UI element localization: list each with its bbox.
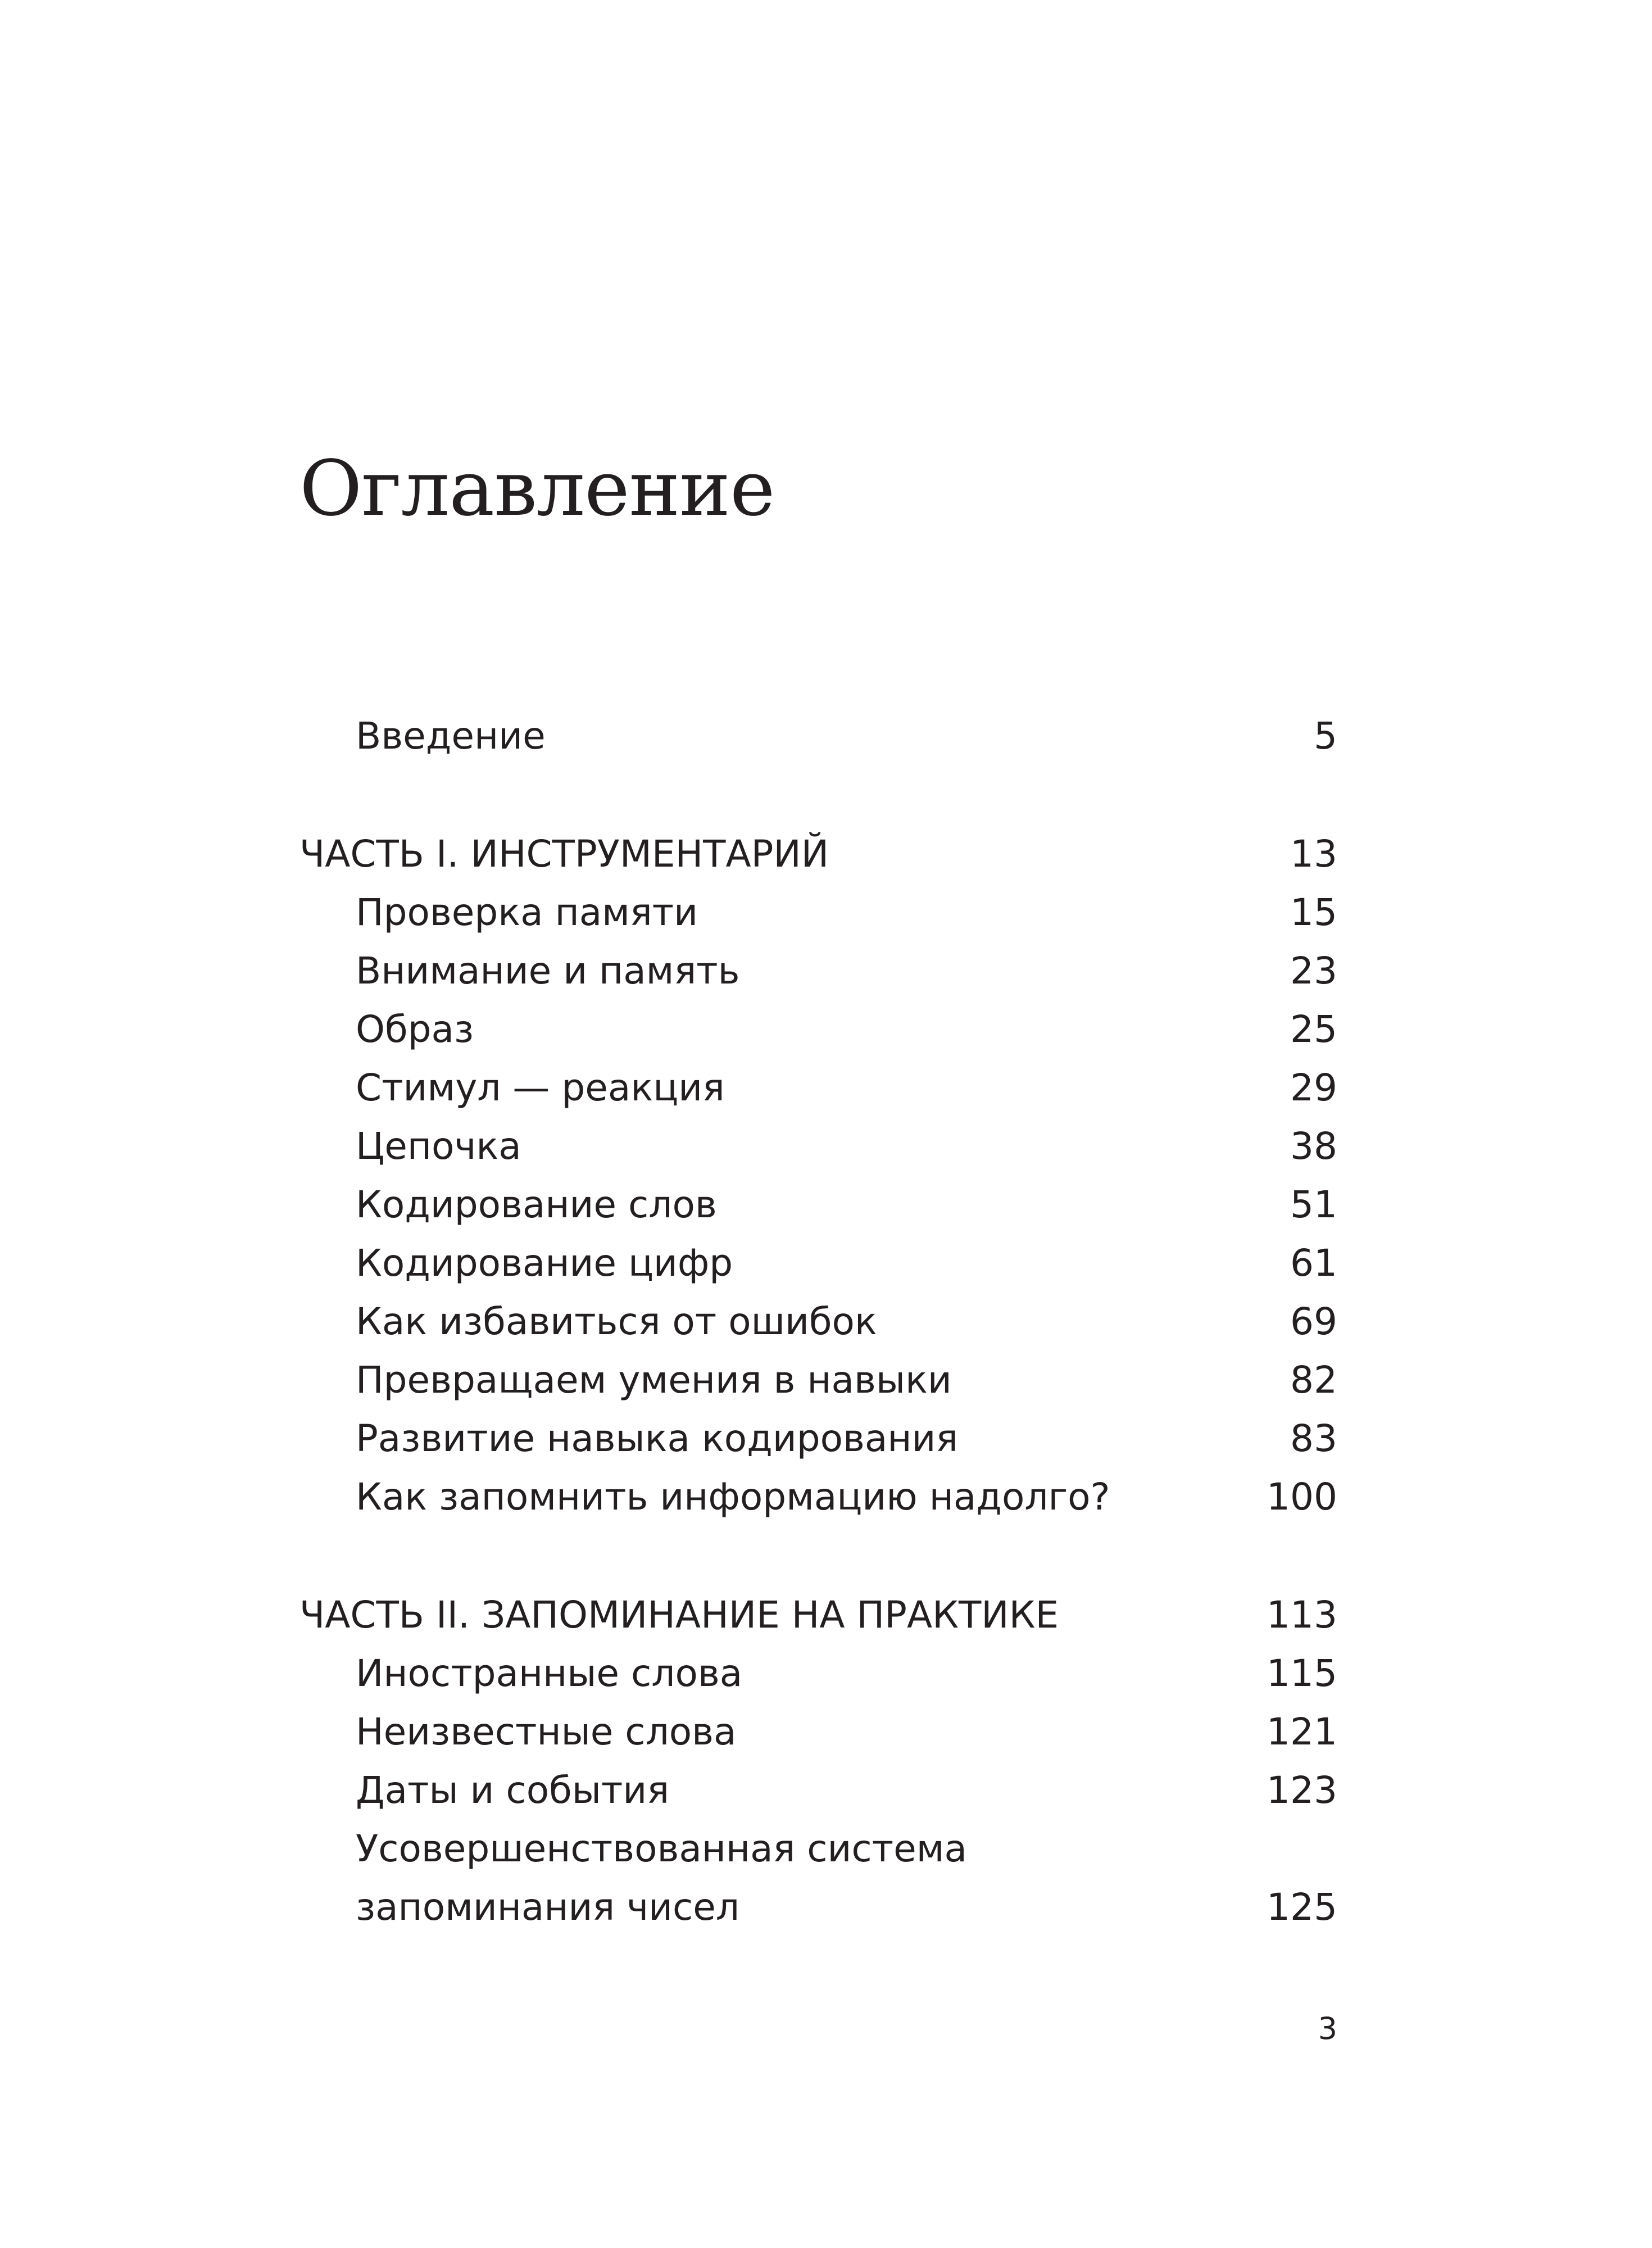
toc-entry-page: 51 (1290, 1183, 1337, 1226)
toc-entry[interactable] (299, 1000, 1337, 1059)
toc-entry[interactable] (299, 1293, 1337, 1351)
toc-entry-label: Как запомнить информацию надолго? (356, 1475, 1110, 1519)
table-of-contents (299, 707, 1337, 1937)
toc-entry[interactable] (299, 1644, 1337, 1703)
toc-entry[interactable] (299, 1468, 1337, 1526)
toc-entry-label: Образ (356, 1008, 474, 1051)
toc-entry-label: Кодирование слов (356, 1183, 717, 1226)
toc-entry-page: 15 (1290, 891, 1337, 934)
toc-entry-label: Внимание и память (356, 949, 740, 992)
toc-entry-label: Проверка памяти (356, 891, 698, 934)
toc-entry-introduction[interactable] (299, 707, 1337, 765)
toc-entry-page: 83 (1290, 1417, 1337, 1460)
toc-entry[interactable] (299, 1703, 1337, 1761)
toc-part-label: ЧАСТЬ II. ЗАПОМИНАНИЕ НА ПРАКТИКЕ (299, 1593, 1059, 1637)
toc-entry-page: 23 (1290, 949, 1337, 992)
toc-part-2-heading[interactable] (299, 1586, 1337, 1644)
toc-entry[interactable] (299, 1234, 1337, 1293)
toc-entry-page: 115 (1267, 1652, 1337, 1695)
page-number: 3 (1318, 2011, 1337, 2046)
toc-part-label: ЧАСТЬ I. ИНСТРУМЕНТАРИЙ (299, 832, 829, 876)
toc-entry-label: Иностранные слова (356, 1652, 743, 1695)
toc-entry[interactable] (299, 1409, 1337, 1468)
toc-entry-label: Развитие навыка кодирования (356, 1417, 959, 1460)
toc-entry[interactable] (299, 1117, 1337, 1176)
toc-entry-label: Стимул — реакция (356, 1066, 725, 1109)
toc-entry[interactable] (299, 1351, 1337, 1409)
toc-entry-label: Даты и события (356, 1769, 669, 1812)
toc-entry-label: Неизвестные слова (356, 1710, 737, 1753)
toc-entry-page: 25 (1290, 1008, 1337, 1051)
toc-part-page: 13 (1290, 832, 1337, 876)
toc-entry-label: Как избавиться от ошибок (356, 1300, 877, 1343)
toc-entry-page: 61 (1290, 1241, 1337, 1285)
toc-entry[interactable] (299, 1878, 1337, 1937)
toc-entry-label: Усовершенствованная система (356, 1827, 967, 1870)
toc-entry[interactable] (299, 942, 1337, 1000)
section-gap (299, 765, 1337, 825)
toc-part-1-heading[interactable] (299, 825, 1337, 883)
toc-entry-page: 82 (1290, 1358, 1337, 1402)
section-gap (299, 1526, 1337, 1586)
toc-entry-page: 123 (1267, 1769, 1337, 1812)
toc-entry[interactable] (299, 1059, 1337, 1117)
toc-entry-page: 5 (1314, 714, 1337, 758)
toc-part-page: 113 (1267, 1593, 1337, 1637)
toc-entry-page: 121 (1267, 1710, 1337, 1753)
page-title: Оглавление (299, 445, 775, 533)
toc-entry-label: Кодирование цифр (356, 1241, 733, 1285)
toc-entry[interactable] (299, 1761, 1337, 1820)
toc-entry-page: 29 (1290, 1066, 1337, 1109)
toc-entry-label: Превращаем умения в навыки (356, 1358, 952, 1402)
toc-entry-page: 125 (1267, 1886, 1337, 1929)
toc-entry-label: запоминания чисел (356, 1886, 740, 1929)
toc-entry[interactable] (299, 1820, 1337, 1878)
toc-entry-label: Цепочка (356, 1125, 521, 1168)
toc-entry[interactable] (299, 1176, 1337, 1234)
toc-entry-page: 100 (1267, 1475, 1337, 1519)
toc-entry-page: 38 (1290, 1125, 1337, 1168)
toc-entry[interactable] (299, 883, 1337, 942)
toc-entry-label: Введение (356, 714, 546, 758)
toc-entry-page: 69 (1290, 1300, 1337, 1343)
